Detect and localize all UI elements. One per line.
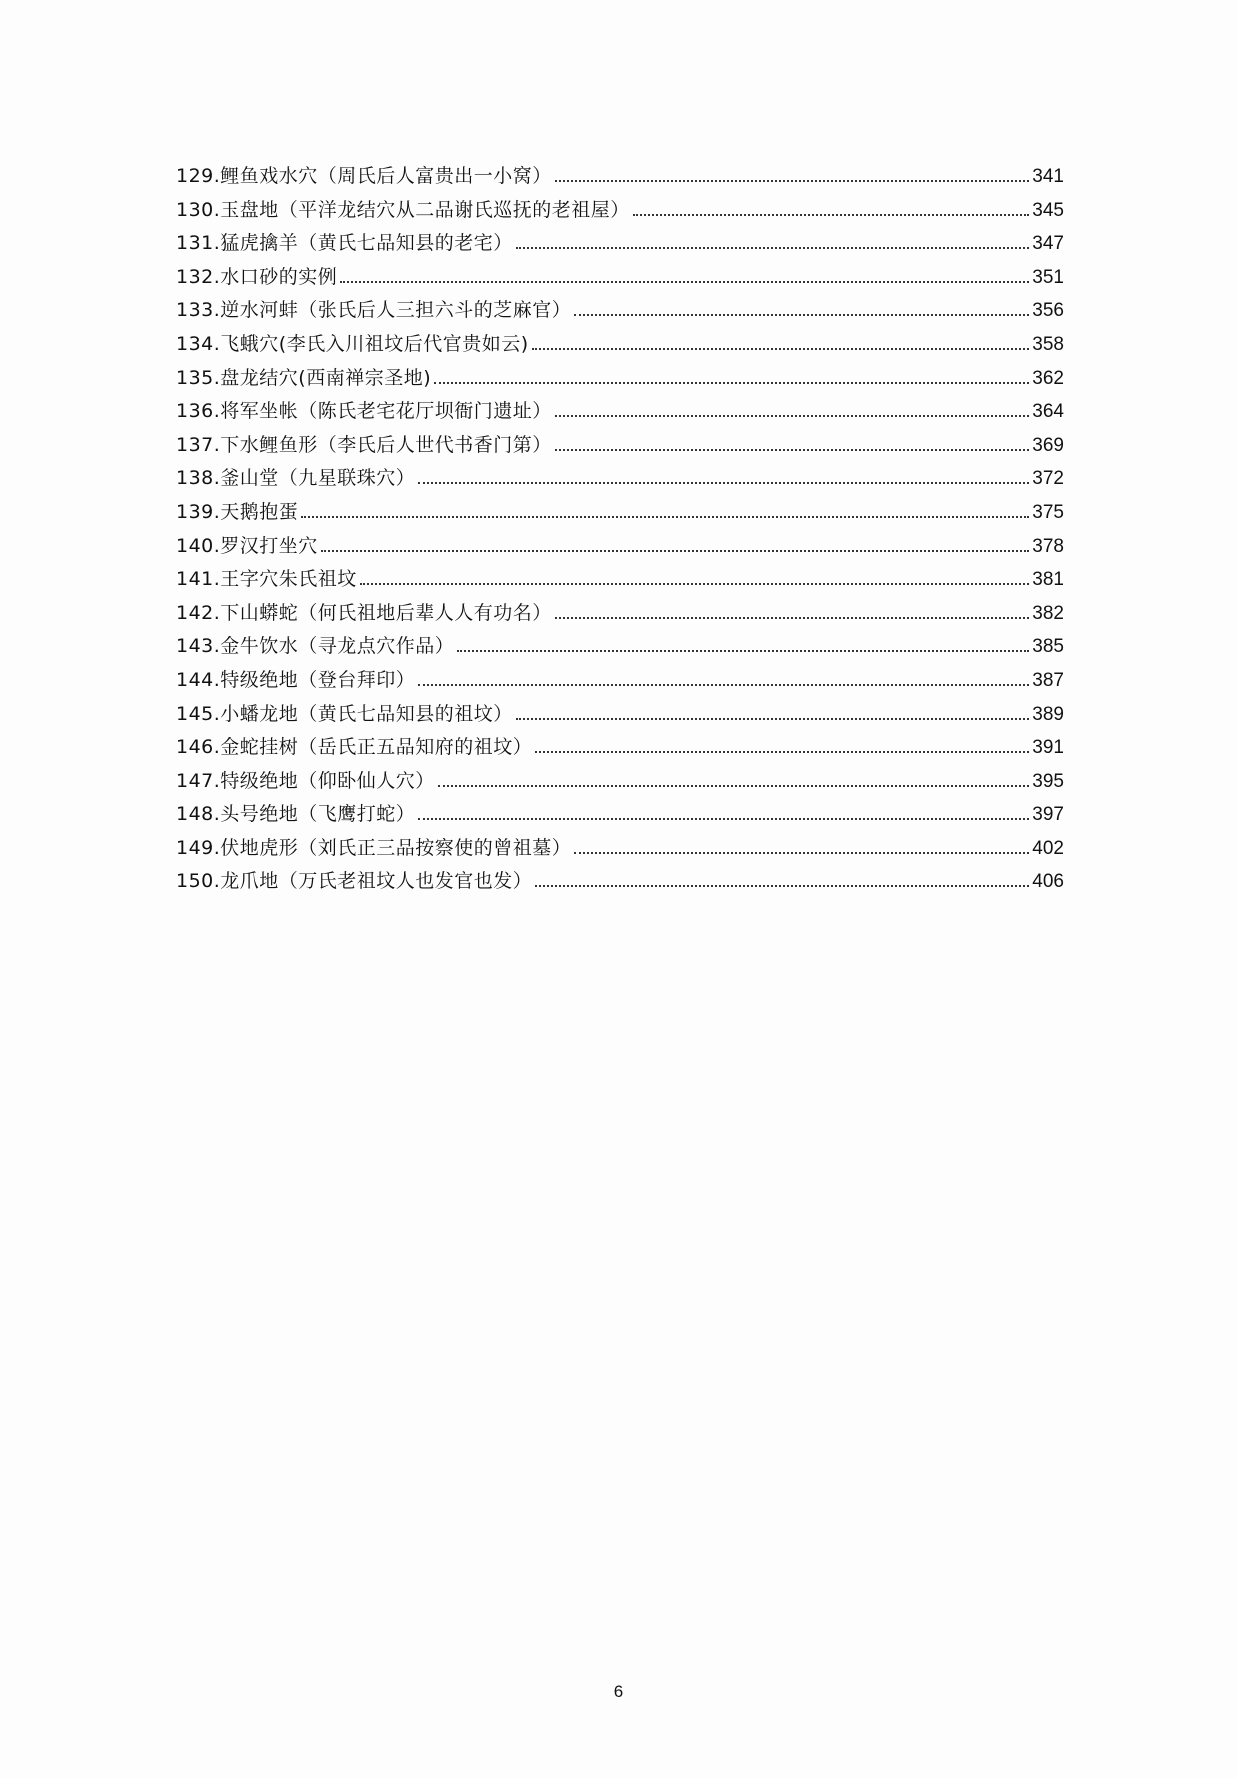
toc-entry-page: 378 bbox=[1032, 535, 1064, 557]
toc-entry-title: 143.金牛饮水（寻龙点穴作品） bbox=[176, 635, 455, 658]
toc-entry-page: 341 bbox=[1032, 166, 1064, 187]
toc-entry-title: 133.逆水河蚌（张氏后人三担六斗的芝麻官） bbox=[176, 299, 572, 322]
dot-leader bbox=[301, 516, 1029, 518]
toc-entry-page: 351 bbox=[1032, 266, 1064, 288]
dot-leader bbox=[360, 583, 1029, 585]
dot-leader bbox=[438, 785, 1029, 787]
toc-entry-page: 347 bbox=[1032, 233, 1064, 255]
toc-entry-page: 369 bbox=[1032, 434, 1064, 456]
toc-entry-title: 135.盘龙结穴(西南禅宗圣地) bbox=[176, 366, 432, 389]
dot-leader bbox=[457, 650, 1029, 652]
dot-leader bbox=[418, 482, 1029, 484]
toc-entry-page: 375 bbox=[1032, 501, 1064, 523]
toc-entry bbox=[176, 429, 1064, 463]
dot-leader bbox=[535, 885, 1029, 887]
toc-entry bbox=[176, 496, 1064, 530]
toc-entry-title: 138.釜山堂（九星联珠穴） bbox=[176, 467, 416, 490]
dot-leader bbox=[555, 449, 1029, 451]
toc-entry bbox=[176, 698, 1064, 732]
dot-leader bbox=[516, 718, 1029, 720]
toc-entry-title: 139.天鹅抱蛋 bbox=[176, 500, 299, 523]
toc-entry-title: 141.王字穴朱氏祖坟 bbox=[176, 568, 357, 591]
toc-entry-page: 406 bbox=[1032, 871, 1064, 893]
toc-entry-title: 131.猛虎擒羊（黄氏七品知县的老宅） bbox=[176, 232, 513, 255]
toc-entry-title: 130.玉盘地（平洋龙结穴从二品谢氏巡抚的老祖屋） bbox=[176, 198, 630, 221]
dot-leader bbox=[555, 415, 1029, 417]
toc-entry bbox=[176, 530, 1064, 564]
toc-entry bbox=[176, 227, 1064, 261]
toc-entry bbox=[176, 160, 1064, 194]
toc-entry-title: 142.下山蟒蛇（何氏祖地后辈人人有功名） bbox=[176, 601, 552, 624]
toc-entry bbox=[176, 865, 1064, 899]
toc-entry-page: 358 bbox=[1032, 333, 1064, 355]
dot-leader bbox=[574, 314, 1029, 316]
toc-entry-title: 129.鲤鱼戏水穴（周氏后人富贵出一小窝） bbox=[176, 165, 552, 187]
toc-entry-page: 389 bbox=[1032, 703, 1064, 725]
toc-entry-page: 385 bbox=[1032, 636, 1064, 658]
toc-entry bbox=[176, 597, 1064, 631]
toc-entry-page: 356 bbox=[1032, 300, 1064, 322]
toc-entry-title: 147.特级绝地（仰卧仙人穴） bbox=[176, 769, 435, 792]
toc-entry-page: 381 bbox=[1032, 569, 1064, 591]
toc-entry bbox=[176, 395, 1064, 429]
toc-entry-page: 391 bbox=[1032, 737, 1064, 759]
toc-entry bbox=[176, 563, 1064, 597]
toc-entry bbox=[176, 261, 1064, 295]
toc-entry-title: 144.特级绝地（登台拜印） bbox=[176, 668, 416, 691]
toc-entry bbox=[176, 328, 1064, 362]
toc-entry bbox=[176, 832, 1064, 866]
toc-entry-page: 397 bbox=[1032, 804, 1064, 826]
toc-entry-page: 387 bbox=[1032, 669, 1064, 691]
toc-entry-title: 140.罗汉打坐穴 bbox=[176, 534, 318, 557]
toc-entry-title: 132.水口砂的实例 bbox=[176, 265, 338, 288]
toc-entry-page: 402 bbox=[1032, 837, 1064, 859]
toc-entry bbox=[176, 294, 1064, 328]
dot-leader bbox=[321, 550, 1029, 552]
toc-entry-page: 345 bbox=[1032, 199, 1064, 221]
table-of-contents bbox=[176, 160, 1064, 899]
toc-entry-title: 148.头号绝地（飞鹰打蛇） bbox=[176, 803, 416, 826]
toc-entry bbox=[176, 798, 1064, 832]
dot-leader bbox=[633, 214, 1029, 216]
toc-entry-page: 364 bbox=[1032, 401, 1064, 423]
toc-entry bbox=[176, 362, 1064, 396]
toc-entry bbox=[176, 194, 1064, 228]
toc-entry-page: 362 bbox=[1032, 367, 1064, 389]
toc-entry-page: 395 bbox=[1032, 770, 1064, 792]
dot-leader bbox=[516, 247, 1029, 249]
toc-entry-title: 146.金蛇挂树（岳氏正五品知府的祖坟） bbox=[176, 736, 533, 759]
dot-leader bbox=[418, 818, 1029, 820]
dot-leader bbox=[340, 281, 1029, 283]
toc-entry bbox=[176, 731, 1064, 765]
dot-leader bbox=[555, 617, 1029, 619]
toc-entry-title: 149.伏地虎形（刘氏正三品按察使的曾祖墓） bbox=[176, 836, 572, 859]
toc-entry-title: 137.下水鲤鱼形（李氏后人世代书香门第） bbox=[176, 433, 552, 456]
dot-leader bbox=[555, 180, 1029, 182]
toc-entry bbox=[176, 765, 1064, 799]
dot-leader bbox=[418, 684, 1029, 686]
page-number: 6 bbox=[613, 1682, 624, 1701]
toc-entry-title: 145.小蟠龙地（黄氏七品知县的祖坟） bbox=[176, 702, 513, 725]
toc-entry-title: 150.龙爪地（万氏老祖坟人也发官也发） bbox=[176, 870, 533, 893]
toc-entry-title: 136.将军坐帐（陈氏老宅花厅坝衙门遗址） bbox=[176, 400, 552, 423]
dot-leader bbox=[434, 382, 1029, 384]
toc-entry bbox=[176, 462, 1064, 496]
dot-leader bbox=[574, 852, 1029, 854]
dot-leader bbox=[535, 751, 1029, 753]
toc-entry bbox=[176, 630, 1064, 664]
toc-entry-title: 134.飞蛾穴(李氏入川祖坟后代官贵如云) bbox=[176, 332, 529, 355]
toc-entry bbox=[176, 664, 1064, 698]
dot-leader bbox=[532, 348, 1030, 350]
toc-entry-page: 372 bbox=[1032, 468, 1064, 490]
toc-entry-page: 382 bbox=[1032, 602, 1064, 624]
